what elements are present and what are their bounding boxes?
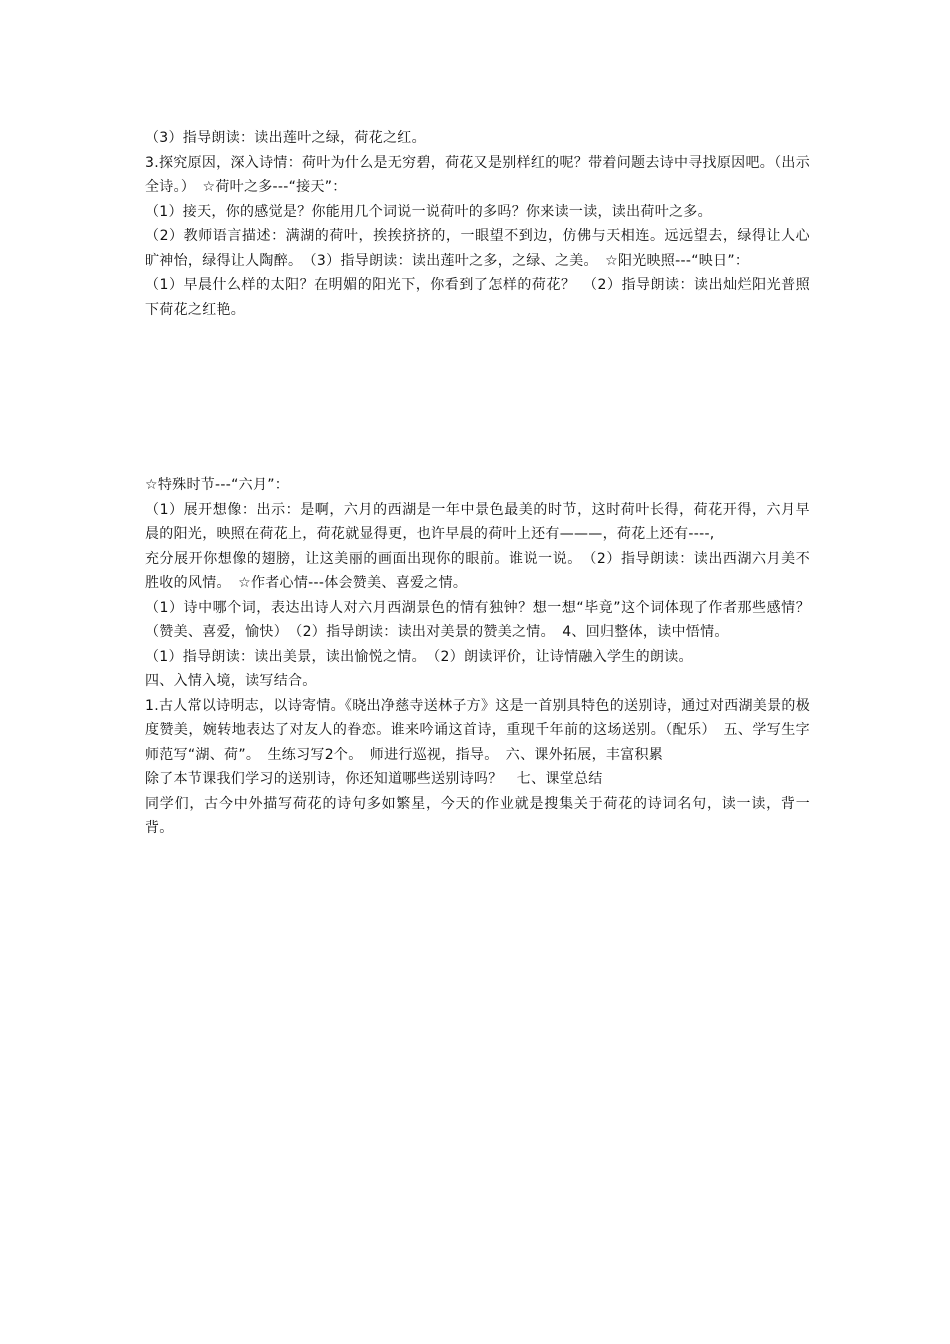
paragraph: 除了本节课我们学习的送别诗，你还知道哪些送别诗吗？ 七、课堂总结 [145, 771, 603, 787]
text-block-lower [145, 473, 825, 841]
paragraph: 充分展开你想像的翅膀，让这美丽的画面出现你的眼前。谁说一说。 （2）指导朗读：读出西湖六月美不胜收的风情。 ☆作者心情---体会赞美、喜爱之情。 [145, 550, 810, 591]
paragraph: （1）接天，你的感觉是？你能用几个词说一说荷叶的多吗？你来读一读，读出荷叶之多。 [145, 203, 712, 220]
section-heading: 四、入情入境，读写结合。 [145, 673, 317, 689]
paragraph: （3）指导朗读：读出莲叶之绿，荷花之红。 [145, 130, 426, 146]
paragraph: （2）教师语言描述：满湖的荷叶，挨挨挤挤的，一眼望不到边，仿佛与天相连。远远望去，绿得让人心旷神怡，绿得让人陶醉。 （3）指导朗读：读出莲叶之多，之绿、之美。 ☆阳光映照---“映日”： [145, 228, 810, 269]
paragraph: （1）诗中哪个词，表达出诗人对六月西湖景色的情有独钟？想一想“毕竟”这个词体现了作者那些感情？（赞美、喜爱，愉快） （2）指导朗读：读出对美景的赞美之情。 4、回归整体，读中悟情。 [145, 599, 810, 640]
paragraph: （1）指导朗读：读出美景，读出愉悦之情。 （2）朗读评价，让诗情融入学生的朗读。 [145, 648, 693, 665]
paragraph: 3.探究原因，深入诗情：荷叶为什么是无穷碧，荷花又是别样红的呢？带着问题去诗中寻找原因吧。（出示全诗。） ☆荷叶之多---“接天”： [145, 154, 810, 195]
paragraph: ☆特殊时节---“六月”： [145, 477, 290, 493]
paragraph: 1.古人常以诗明志，以诗寄情。《晓出净慈寺送林子方》这是一首别具特色的送别诗，通过对西湖美景的极度赞美，婉转地表达了对友人的眷恋。谁来吟诵这首诗，重现千年前的这场送别。（配乐） 五、学写生字 师范写“湖、荷”。 生练习写2个。 师进行巡视，指导。 六、课外拓展，丰富积累 [145, 697, 825, 763]
paragraph: 同学们，古今中外描写荷花的诗句多如繁星，今天的作业就是搜集关于荷花的诗词名句，读一读，背一背。 [145, 795, 810, 836]
text-block-upper [145, 126, 810, 322]
paragraph: （1）展开想像：出示：是啊，六月的西湖是一年中景色最美的时节，这时荷叶长得，荷花开得，六月早晨的阳光，映照在荷花上，荷花就显得更，也许早晨的荷叶上还有———，荷花上还有----, [145, 501, 810, 542]
paragraph: （1）早晨什么样的太阳？在明媚的阳光下，你看到了怎样的荷花？ （2）指导朗读：读出灿烂阳光普照下荷花之红艳。 [145, 277, 810, 318]
